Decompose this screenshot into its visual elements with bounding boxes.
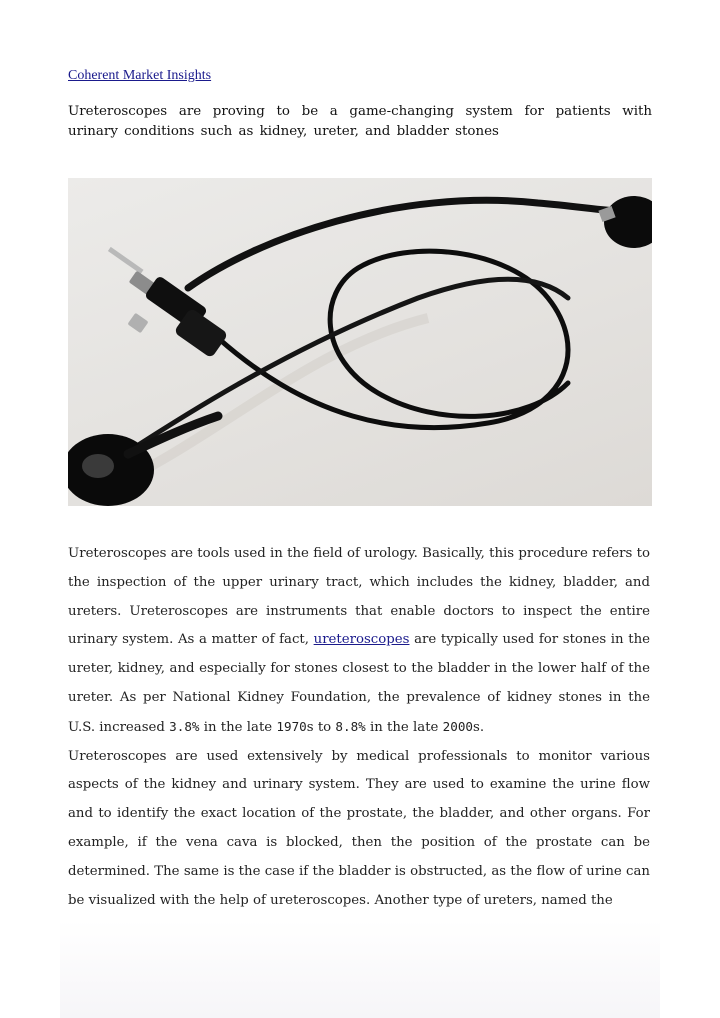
year-value: 1970	[276, 718, 307, 734]
article-headline: Ureteroscopes are proving to be a game-changing system for patients with urinary conditions such as kidney, ureter, and bladder stones	[68, 104, 652, 139]
ureteroscope-illustration	[68, 178, 652, 506]
year-value: 2000	[442, 718, 474, 734]
paragraph	[68, 540, 650, 743]
paragraph: Ureteroscopes are used extensively by medical professionals to monitor various aspects of the kidney and urinary system. They are used to examine the urine flow and to identify the exact location of the prostate, the bladder, and other organs. For example, if the vena cava is blocked, then the position of the prostate can be determined. The same is the case if the bladder is obstructed, as the flow of urine can be visualized with the help of ureteroscopes. Another type of ureters, named the	[68, 748, 650, 908]
paragraph-text: s to	[306, 719, 332, 735]
statistic-value: 3.8%	[169, 718, 200, 734]
source-link[interactable]: Coherent Market Insights	[68, 68, 212, 83]
statistic-value: 8.8%	[335, 718, 366, 734]
paragraph-text: in the late	[203, 719, 273, 735]
paragraph-text: in the late	[369, 719, 439, 735]
article-body	[68, 540, 650, 915]
ureteroscopes-link[interactable]: ureteroscopes	[313, 632, 410, 648]
paragraph-text: are typically used for stones in the ureter, kidney, and especially for stones closest to the bladder in the lower half of the ureter. As per National Kidney Foundation, the prevalence of kidney stones in the U.S. increased	[68, 632, 651, 735]
paragraph-text: s.	[473, 719, 485, 735]
ureteroscope-photo	[68, 178, 652, 506]
page-bottom-fade	[60, 920, 660, 1018]
paragraph-text: Ureteroscopes are tools used in the field of urology. Basically, this procedure refers to the inspection of the upper urinary tract, which includes the kidney, bladder, and ureters. Ureteroscopes are instruments that enable doctors to inspect the entire urinary system. As a matter of fact,	[68, 546, 650, 648]
